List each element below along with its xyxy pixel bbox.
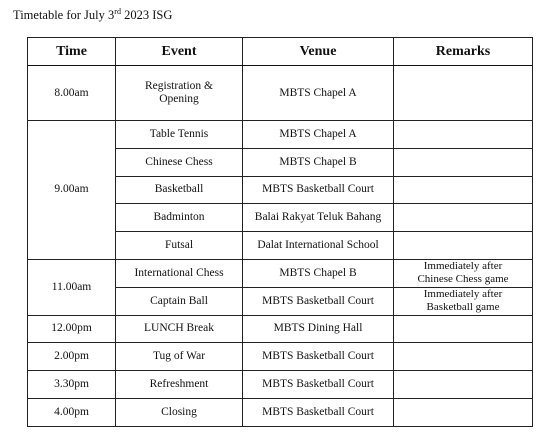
event-cell: Badminton bbox=[116, 204, 243, 232]
venue-cell: MBTS Basketball Court bbox=[243, 176, 394, 204]
venue-cell: Balai Rakyat Teluk Bahang bbox=[243, 204, 394, 232]
event-cell: Closing bbox=[116, 398, 243, 426]
event-cell: Table Tennis bbox=[116, 121, 243, 149]
timetable bbox=[27, 37, 533, 427]
venue-cell: MBTS Basketball Court bbox=[243, 343, 394, 371]
event-cell: Refreshment bbox=[116, 371, 243, 399]
header-time: Time bbox=[28, 38, 116, 66]
event-cell: LUNCH Break bbox=[116, 315, 243, 343]
venue-cell: MBTS Chapel A bbox=[243, 66, 394, 121]
header-remarks: Remarks bbox=[394, 38, 533, 66]
title-suffix: 2023 ISG bbox=[120, 8, 173, 22]
event-cell: International Chess bbox=[116, 259, 243, 287]
venue-cell: MBTS Chapel B bbox=[243, 259, 394, 287]
time-cell: 4.00pm bbox=[28, 398, 116, 426]
table-row bbox=[28, 66, 533, 121]
header-row bbox=[28, 38, 533, 66]
title-superscript: rd bbox=[114, 7, 121, 16]
remarks-cell bbox=[394, 232, 533, 260]
time-cell: 3.30pm bbox=[28, 371, 116, 399]
remarks-cell bbox=[394, 259, 533, 287]
table-row bbox=[28, 343, 533, 371]
remarks-cell bbox=[394, 148, 533, 176]
page-title bbox=[13, 8, 172, 23]
time-cell: 9.00am bbox=[28, 121, 116, 260]
venue-cell: MBTS Basketball Court bbox=[243, 398, 394, 426]
remarks-cell bbox=[394, 204, 533, 232]
venue-cell: MBTS Chapel B bbox=[243, 148, 394, 176]
event-line: Opening bbox=[159, 93, 199, 105]
remarks-cell bbox=[394, 66, 533, 121]
remarks-cell bbox=[394, 315, 533, 343]
title-prefix: Timetable for July 3 bbox=[13, 8, 115, 22]
venue-cell: MBTS Basketball Court bbox=[243, 287, 394, 315]
event-cell bbox=[116, 66, 243, 121]
table-row bbox=[28, 398, 533, 426]
remarks-cell bbox=[394, 287, 533, 315]
remarks-cell bbox=[394, 398, 533, 426]
event-line: Registration & bbox=[144, 80, 214, 92]
venue-cell: Dalat International School bbox=[243, 232, 394, 260]
venue-cell: MBTS Dining Hall bbox=[243, 315, 394, 343]
remarks-line: Immediately after bbox=[423, 260, 503, 273]
remarks-line: Basketball game bbox=[426, 301, 500, 314]
table-row bbox=[28, 259, 533, 287]
event-cell: Captain Ball bbox=[116, 287, 243, 315]
time-cell: 8.00am bbox=[28, 66, 116, 121]
table-row bbox=[28, 371, 533, 399]
venue-cell: MBTS Chapel A bbox=[243, 121, 394, 149]
event-cell: Basketball bbox=[116, 176, 243, 204]
event-cell: Tug of War bbox=[116, 343, 243, 371]
remarks-cell bbox=[394, 371, 533, 399]
remarks-line: Chinese Chess game bbox=[417, 273, 509, 286]
event-cell: Chinese Chess bbox=[116, 148, 243, 176]
time-cell: 12.00pm bbox=[28, 315, 116, 343]
time-cell: 2.00pm bbox=[28, 343, 116, 371]
header-venue: Venue bbox=[243, 38, 394, 66]
table-row bbox=[28, 315, 533, 343]
header-event: Event bbox=[116, 38, 243, 66]
remarks-cell bbox=[394, 176, 533, 204]
remarks-line: Immediately after bbox=[423, 288, 503, 301]
venue-cell: MBTS Basketball Court bbox=[243, 371, 394, 399]
remarks-cell bbox=[394, 343, 533, 371]
event-cell: Futsal bbox=[116, 232, 243, 260]
table-row bbox=[28, 121, 533, 149]
time-cell: 11.00am bbox=[28, 259, 116, 315]
remarks-cell bbox=[394, 121, 533, 149]
